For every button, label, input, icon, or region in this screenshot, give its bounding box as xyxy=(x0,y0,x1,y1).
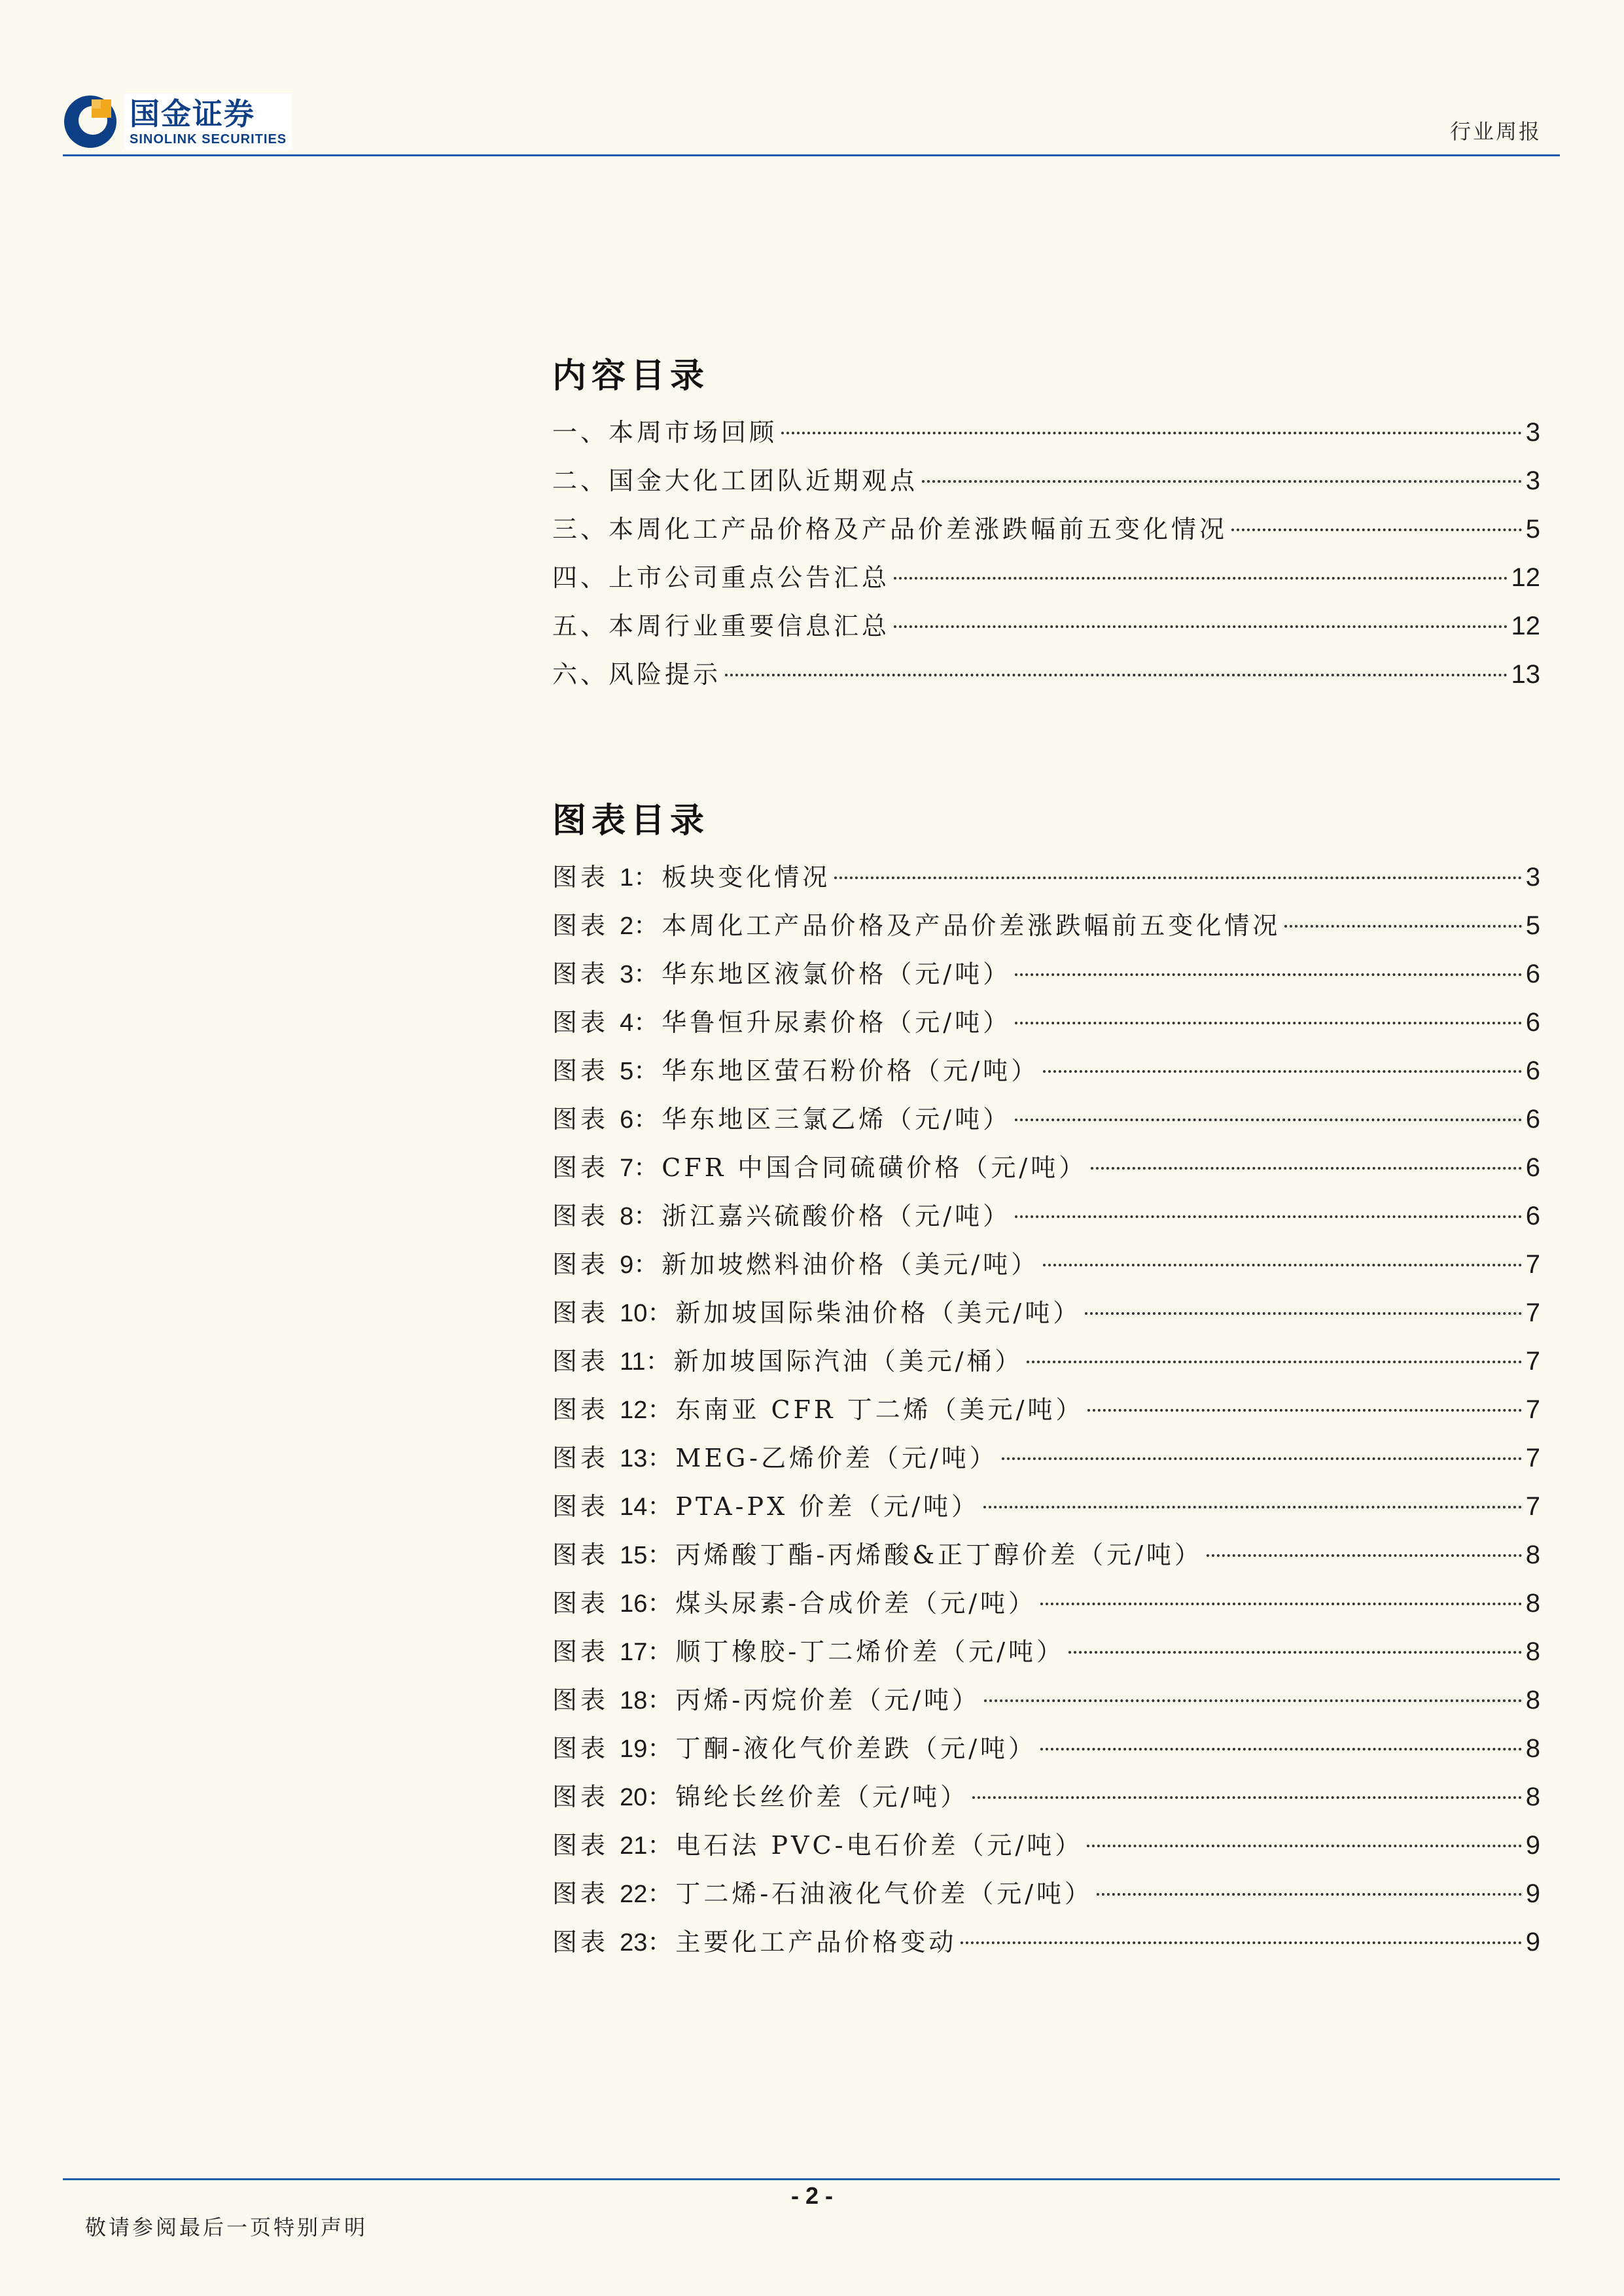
figure-title: 丁酮-液化气价差跌（元/吨） xyxy=(675,1734,1037,1763)
toc-entry-label: 图表 6：华东地区三氯乙烯（元/吨） xyxy=(552,1105,1012,1134)
dot-leader xyxy=(1015,1215,1522,1218)
figure-number: 8 xyxy=(620,1203,634,1230)
toc-entry-text: 一、本周市场回顾 xyxy=(552,418,778,447)
figure-entry[interactable] xyxy=(552,1147,1540,1196)
toc-entry-page: 7 xyxy=(1525,1444,1540,1472)
figure-number: 10 xyxy=(620,1300,648,1327)
toc-entry-page: 3 xyxy=(1525,466,1540,495)
figure-prefix: 图表 xyxy=(552,1347,609,1376)
dot-leader xyxy=(1085,1312,1522,1315)
figure-number: 5 xyxy=(620,1058,634,1085)
figure-entry[interactable] xyxy=(552,1293,1540,1341)
toc-entry-label: 图表 16：煤头尿素-合成价差（元/吨） xyxy=(552,1589,1037,1618)
figure-entry[interactable] xyxy=(552,1873,1540,1922)
toc-entry-page: 6 xyxy=(1525,1105,1540,1134)
dot-leader xyxy=(961,1941,1521,1944)
toc-entry-label xyxy=(552,557,890,593)
figure-number: 22 xyxy=(620,1881,648,1908)
toc-entry[interactable] xyxy=(552,509,1540,557)
figure-title: 丙烯-丙烷价差（元/吨） xyxy=(675,1686,981,1714)
figure-number: 19 xyxy=(620,1735,648,1763)
toc-entry-label xyxy=(552,412,777,448)
toc-entry-label: 图表 18：丙烯-丙烷价差（元/吨） xyxy=(552,1686,981,1714)
figure-entry[interactable] xyxy=(552,1535,1540,1583)
figure-prefix: 图表 xyxy=(552,1202,609,1230)
figure-entry[interactable] xyxy=(552,1244,1540,1293)
toc-entry-label xyxy=(552,509,1227,545)
figure-entry[interactable] xyxy=(552,1341,1540,1389)
dot-leader xyxy=(1207,1554,1522,1557)
figure-entry[interactable] xyxy=(552,1583,1540,1631)
dot-leader xyxy=(984,1699,1522,1702)
figure-entry[interactable] xyxy=(552,1486,1540,1535)
dot-leader xyxy=(1015,1119,1522,1121)
contents-list xyxy=(552,412,1540,703)
figure-entry[interactable] xyxy=(552,1389,1540,1438)
figure-title: 华东地区液氯价格（元/吨） xyxy=(662,960,1012,988)
toc-entry[interactable] xyxy=(552,654,1540,703)
report-type: 行业周报 xyxy=(1449,119,1542,144)
dot-leader xyxy=(1015,973,1522,976)
figure-prefix: 图表 xyxy=(552,911,609,940)
toc-entry[interactable] xyxy=(552,412,1540,461)
figure-prefix: 图表 xyxy=(552,1589,609,1618)
toc-entry-label: 图表 15：丙烯酸丁酯-丙烯酸&正丁醇价差（元/吨） xyxy=(552,1540,1203,1569)
dot-leader xyxy=(1087,1845,1522,1847)
figure-prefix: 图表 xyxy=(552,1298,609,1327)
figure-number: 6 xyxy=(620,1106,634,1134)
dot-leader xyxy=(1002,1457,1522,1460)
toc-entry-label: 图表 22：丁二烯-石油液化气价差（元/吨） xyxy=(552,1879,1093,1908)
sinolink-logo-icon xyxy=(63,94,118,149)
dot-leader xyxy=(1068,1651,1522,1654)
toc-entry-label: 图表 4：华鲁恒升尿素价格（元/吨） xyxy=(552,1008,1012,1037)
toc-entry-page: 9 xyxy=(1525,1879,1540,1908)
figure-title: 顺丁橡胶-丁二烯价差（元/吨） xyxy=(675,1637,1065,1666)
logo-text xyxy=(124,94,292,150)
figure-title: 浙江嘉兴硫酸价格（元/吨） xyxy=(662,1202,1012,1230)
figure-entry[interactable] xyxy=(552,1438,1540,1486)
toc-entry-label: 图表 10：新加坡国际柴油价格（美元/吨） xyxy=(552,1298,1082,1327)
figure-prefix: 图表 xyxy=(552,1637,609,1666)
toc-entry-label: 图表 2：本周化工产品价格及产品价差涨跌幅前五变化情况 xyxy=(552,911,1281,940)
figure-number: 1 xyxy=(620,864,634,892)
toc-entry-text: 四、上市公司重点公告汇总 xyxy=(552,563,891,592)
figure-prefix: 图表 xyxy=(552,1783,609,1811)
figure-title: 新加坡燃料油价格（美元/吨） xyxy=(662,1250,1040,1279)
figure-prefix: 图表 xyxy=(552,1540,609,1569)
dot-leader xyxy=(1027,1361,1521,1363)
figure-prefix: 图表 xyxy=(552,1734,609,1763)
figure-title: 华鲁恒升尿素价格（元/吨） xyxy=(662,1008,1012,1037)
figure-number: 23 xyxy=(620,1929,648,1957)
figure-prefix: 图表 xyxy=(552,1056,609,1085)
toc-entry-page: 12 xyxy=(1511,563,1540,592)
figure-number: 2 xyxy=(620,913,634,940)
toc-entry-page: 7 xyxy=(1525,1298,1540,1327)
figure-entry[interactable] xyxy=(552,1777,1540,1825)
toc-entry[interactable] xyxy=(552,557,1540,606)
figure-number: 18 xyxy=(620,1687,648,1714)
figure-number: 9 xyxy=(620,1251,634,1279)
figure-title: 华东地区萤石粉价格（元/吨） xyxy=(662,1056,1040,1085)
logo-name-cn: 国金证券 xyxy=(130,96,255,131)
toc-entry-page: 8 xyxy=(1525,1686,1540,1714)
toc-entry-page: 12 xyxy=(1511,612,1540,640)
dot-leader xyxy=(1040,1748,1522,1750)
footer-divider xyxy=(63,2178,1560,2180)
toc-entry-page: 5 xyxy=(1525,515,1540,544)
page-number: - 2 - xyxy=(790,2182,833,2209)
figure-entry[interactable] xyxy=(552,1922,1540,1970)
toc-entry-page: 7 xyxy=(1525,1492,1540,1521)
figure-entry[interactable] xyxy=(552,1099,1540,1147)
toc-entry-label: 图表 3：华东地区液氯价格（元/吨） xyxy=(552,960,1012,988)
figure-title: 锦纶长丝价差（元/吨） xyxy=(675,1783,969,1811)
figure-number: 20 xyxy=(620,1784,648,1811)
figure-prefix: 图表 xyxy=(552,1492,609,1521)
figure-number: 15 xyxy=(620,1542,648,1569)
figure-prefix: 图表 xyxy=(552,863,609,892)
dot-leader xyxy=(1284,925,1521,928)
figure-title: 丁二烯-石油液化气价差（元/吨） xyxy=(675,1879,1093,1908)
figure-title: CFR 中国合同硫磺价格（元/吨） xyxy=(662,1153,1087,1182)
figure-prefix: 图表 xyxy=(552,1008,609,1037)
figures-list xyxy=(552,857,1540,1970)
figure-number: 11 xyxy=(620,1348,646,1376)
figure-number: 13 xyxy=(620,1445,648,1472)
toc-entry-label: 图表 19：丁酮-液化气价差跌（元/吨） xyxy=(552,1734,1037,1763)
figure-title: 本周化工产品价格及产品价差涨跌幅前五变化情况 xyxy=(662,911,1281,940)
figure-number: 12 xyxy=(620,1397,648,1424)
toc-entry-page: 8 xyxy=(1525,1734,1540,1763)
toc-entry-page: 7 xyxy=(1525,1395,1540,1424)
figure-entry[interactable] xyxy=(552,1196,1540,1244)
figure-title: 东南亚 CFR 丁二烯（美元/吨） xyxy=(675,1395,1084,1424)
figure-entry[interactable] xyxy=(552,857,1540,905)
dot-leader xyxy=(1043,1070,1522,1073)
figure-entry[interactable] xyxy=(552,1051,1540,1099)
company-logo xyxy=(63,92,292,152)
toc-entry-label xyxy=(552,461,918,496)
figure-entry[interactable] xyxy=(552,1631,1540,1680)
figure-title: PTA-PX 价差（元/吨） xyxy=(675,1492,980,1521)
figure-title: 主要化工产品价格变动 xyxy=(675,1928,957,1957)
toc-entry-page: 3 xyxy=(1525,863,1540,892)
figure-title: 丙烯酸丁酯-丙烯酸&正丁醇价差（元/吨） xyxy=(675,1540,1203,1569)
dot-leader xyxy=(1087,1409,1521,1412)
toc-entry-label: 图表 1：板块变化情况 xyxy=(552,863,831,892)
disclaimer-link[interactable]: 敬请参阅最后一页特别声明 xyxy=(85,2215,368,2240)
dot-leader xyxy=(894,625,1507,628)
dot-leader xyxy=(972,1796,1522,1799)
figure-number: 21 xyxy=(620,1832,648,1860)
dot-leader xyxy=(1040,1603,1522,1605)
toc-entry-text: 三、本周化工产品价格及产品价差涨跌幅前五变化情况 xyxy=(552,515,1228,544)
toc-entry-label: 图表 14：PTA-PX 价差（元/吨） xyxy=(552,1492,980,1521)
toc-entry-page: 6 xyxy=(1525,1056,1540,1085)
toc-entry-label: 图表 13：MEG-乙烯价差（元/吨） xyxy=(552,1444,998,1472)
toc-entry-page: 9 xyxy=(1525,1928,1540,1957)
toc-entry-page: 8 xyxy=(1525,1783,1540,1811)
toc-entry-page: 6 xyxy=(1525,960,1540,988)
toc-entry-text: 六、风险提示 xyxy=(552,660,722,689)
dot-leader xyxy=(725,674,1507,676)
toc-entry-page: 8 xyxy=(1525,1637,1540,1666)
figure-prefix: 图表 xyxy=(552,1879,609,1908)
figure-entry[interactable] xyxy=(552,1002,1540,1051)
toc-entry[interactable] xyxy=(552,606,1540,654)
dot-leader xyxy=(922,480,1522,483)
toc-entry-label: 图表 8：浙江嘉兴硫酸价格（元/吨） xyxy=(552,1202,1012,1230)
toc-entry-page: 6 xyxy=(1525,1008,1540,1037)
figure-entry[interactable] xyxy=(552,1680,1540,1728)
dot-leader xyxy=(781,432,1522,434)
figures-title: 图表目录 xyxy=(552,801,710,841)
contents-title: 内容目录 xyxy=(552,357,710,396)
figure-entry[interactable] xyxy=(552,954,1540,1002)
toc-entry-label xyxy=(552,606,890,642)
figure-number: 14 xyxy=(620,1493,648,1521)
figure-entry[interactable] xyxy=(552,1825,1540,1873)
figure-number: 17 xyxy=(620,1639,648,1666)
toc-entry[interactable] xyxy=(552,461,1540,509)
toc-entry-label xyxy=(552,654,721,690)
dot-leader xyxy=(1231,529,1522,531)
dot-leader xyxy=(983,1506,1522,1508)
toc-entry-label: 图表 12：东南亚 CFR 丁二烯（美元/吨） xyxy=(552,1395,1084,1424)
figure-prefix: 图表 xyxy=(552,960,609,988)
dot-leader xyxy=(1097,1893,1522,1896)
figure-prefix: 图表 xyxy=(552,1105,609,1134)
toc-entry-page: 3 xyxy=(1525,418,1540,447)
figure-title: 板块变化情况 xyxy=(662,863,831,892)
dot-leader xyxy=(894,577,1507,580)
toc-entry-label: 图表 7：CFR 中国合同硫磺价格（元/吨） xyxy=(552,1153,1087,1182)
figure-title: 煤头尿素-合成价差（元/吨） xyxy=(675,1589,1037,1618)
figure-prefix: 图表 xyxy=(552,1686,609,1714)
toc-entry-page: 9 xyxy=(1525,1831,1540,1860)
toc-entry-text: 五、本周行业重要信息汇总 xyxy=(552,612,891,640)
dot-leader xyxy=(1015,1022,1522,1024)
figure-title: 新加坡国际汽油（美元/桶） xyxy=(673,1347,1023,1376)
dot-leader xyxy=(834,877,1521,879)
dot-leader xyxy=(1043,1264,1522,1266)
figure-prefix: 图表 xyxy=(552,1153,609,1182)
toc-entry-page: 8 xyxy=(1525,1589,1540,1618)
toc-entry-page: 13 xyxy=(1511,660,1540,689)
logo-name-en: SINOLINK SECURITIES xyxy=(130,132,287,147)
figure-prefix: 图表 xyxy=(552,1395,609,1424)
toc-entry-label: 图表 20：锦纶长丝价差（元/吨） xyxy=(552,1783,969,1811)
toc-entry-page: 6 xyxy=(1525,1153,1540,1182)
figure-number: 16 xyxy=(620,1590,648,1618)
toc-entry-label: 图表 17：顺丁橡胶-丁二烯价差（元/吨） xyxy=(552,1637,1065,1666)
dot-leader xyxy=(1091,1167,1522,1170)
figure-number: 3 xyxy=(620,961,634,988)
figure-number: 4 xyxy=(620,1009,634,1037)
toc-entry-page: 5 xyxy=(1525,911,1540,940)
figure-entry[interactable] xyxy=(552,1728,1540,1777)
toc-entry-label: 图表 23：主要化工产品价格变动 xyxy=(552,1928,957,1957)
toc-entry-label: 图表 11：新加坡国际汽油（美元/桶） xyxy=(552,1347,1023,1376)
figure-prefix: 图表 xyxy=(552,1444,609,1472)
figure-title: 新加坡国际柴油价格（美元/吨） xyxy=(675,1298,1082,1327)
toc-entry-page: 8 xyxy=(1525,1540,1540,1569)
figure-title: MEG-乙烯价差（元/吨） xyxy=(675,1444,998,1472)
figure-prefix: 图表 xyxy=(552,1250,609,1279)
toc-entry-label: 图表 5：华东地区萤石粉价格（元/吨） xyxy=(552,1056,1040,1085)
figure-prefix: 图表 xyxy=(552,1831,609,1860)
figure-entry[interactable] xyxy=(552,905,1540,954)
figure-title: 电石法 PVC-电石价差（元/吨） xyxy=(675,1831,1084,1860)
toc-entry-label: 图表 21：电石法 PVC-电石价差（元/吨） xyxy=(552,1831,1084,1860)
toc-entry-page: 6 xyxy=(1525,1202,1540,1230)
toc-entry-page: 7 xyxy=(1525,1250,1540,1279)
header-divider xyxy=(63,154,1560,156)
toc-entry-text: 二、国金大化工团队近期观点 xyxy=(552,466,919,495)
toc-entry-page: 7 xyxy=(1525,1347,1540,1376)
toc-entry-label: 图表 9：新加坡燃料油价格（美元/吨） xyxy=(552,1250,1040,1279)
figure-number: 7 xyxy=(620,1155,634,1182)
figure-title: 华东地区三氯乙烯（元/吨） xyxy=(662,1105,1012,1134)
figure-prefix: 图表 xyxy=(552,1928,609,1957)
